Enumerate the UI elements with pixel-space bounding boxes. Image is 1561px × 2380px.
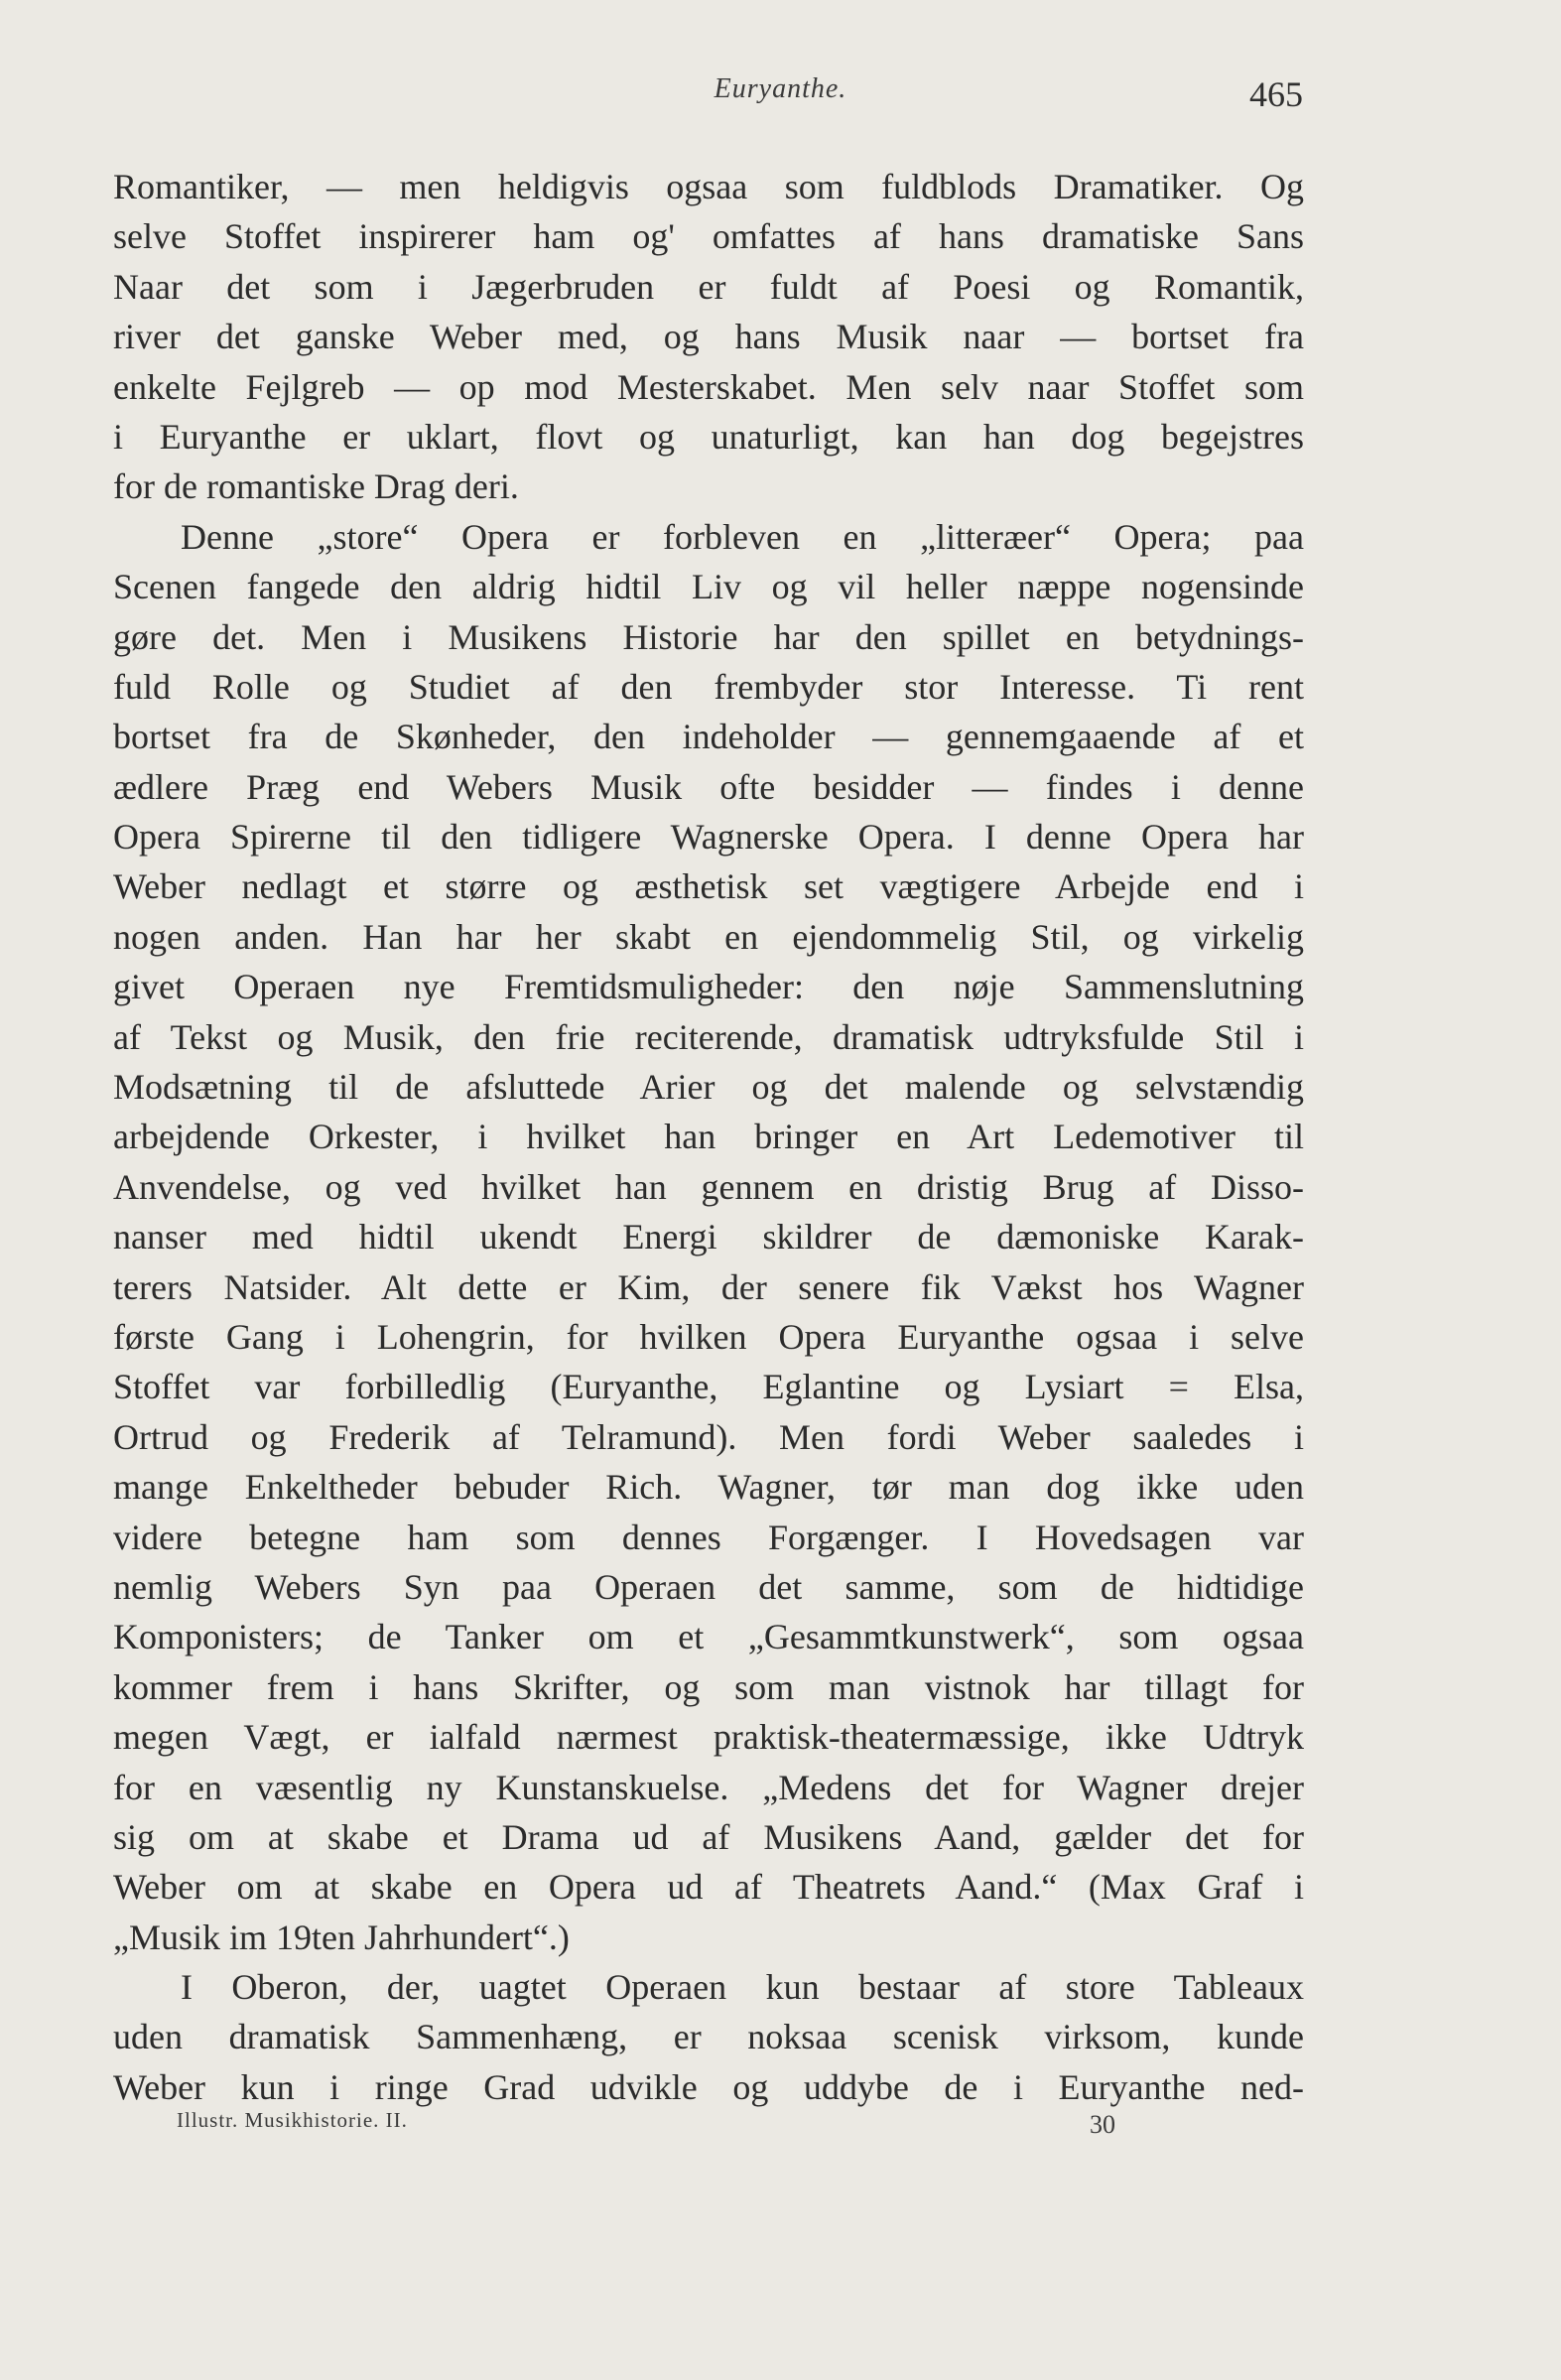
text-line: Komponisters; de Tanker om et „Gesammtkunstwerk“, som ogsaa	[113, 1617, 1304, 1657]
text-line: nogen anden. Han har her skabt en ejendommelig Stil, og virkelig	[113, 916, 1304, 957]
text-line: Scenen fangede den aldrig hidtil Liv og vil heller næppe nogensinde	[113, 567, 1304, 607]
text-line: I Oberon, der, uagtet Operaen kun bestaar af store Tableaux	[181, 1967, 1304, 2008]
text-line: første Gang i Lohengrin, for hvilken Opera Euryanthe ogsaa i selve	[113, 1316, 1304, 1357]
text-line: bortset fra de Skønheder, den indeholder — gennemgaaende af et	[113, 717, 1304, 757]
text-line: kommer frem i hans Skrifter, og som man vistnok har tillagt for	[113, 1666, 1304, 1707]
text-line: river det ganske Weber med, og hans Musik naar — bortset fra	[113, 317, 1304, 357]
text-line: nanser med hidtil ukendt Energi skildrer de dæmoniske Karak-	[113, 1217, 1304, 1257]
text-line: Romantiker, — men heldigvis ogsaa som fuldblods Dramatiker. Og	[113, 167, 1304, 206]
text-line: af Tekst og Musik, den frie reciterende, dramatisk udtryksfulde Stil i	[113, 1016, 1304, 1057]
text-line: fuld Rolle og Studiet af den frembyder stor Interesse. Ti rent	[113, 666, 1304, 707]
text-line: Denne „store“ Opera er forbleven en „litteræer“ Opera; paa	[181, 516, 1304, 557]
text-line: Weber kun i ringe Grad udvikle og uddybe de i Euryanthe ned-	[113, 2066, 1304, 2107]
text-line: Weber om at skabe en Opera ud af Theatrets Aand.“ (Max Graf i	[113, 1867, 1304, 1908]
footer-sheet-number: 30	[1090, 2110, 1115, 2139]
footer-signature: Illustr. Musikhistorie. II.	[177, 2108, 408, 2132]
text-line: uden dramatisk Sammenhæng, er noksaa scenisk virksom, kunde	[113, 2017, 1304, 2057]
text-line: Modsætning til de afsluttede Arier og det malende og selvstændig	[113, 1067, 1304, 1108]
text-line: mange Enkeltheder bebuder Rich. Wagner, tør man dog ikke uden	[113, 1467, 1304, 1508]
text-line: arbejdende Orkester, i hvilket han bringer en Art Ledemotiver til	[113, 1117, 1304, 1157]
text-line: givet Operaen nye Fremtidsmuligheder: den nøje Sammenslutning	[113, 967, 1304, 1007]
text-line: for en væsentlig ny Kunstanskuelse. „Medens det for Wagner drejer	[113, 1767, 1304, 1807]
text-line: megen Vægt, er ialfald nærmest praktisk-theatermæssige, ikke Udtryk	[113, 1717, 1304, 1758]
page-number: 465	[1249, 74, 1303, 114]
text-line: Naar det som i Jægerbruden er fuldt af Poesi og Romantik,	[113, 266, 1304, 307]
text-line: Ortrud og Frederik af Telramund). Men fordi Weber saaledes i	[113, 1416, 1304, 1457]
text-line: gøre det. Men i Musikens Historie har den spillet en betydnings-	[113, 616, 1304, 657]
text-line: sig om at skabe et Drama ud af Musikens Aand, gælder det for	[113, 1816, 1304, 1857]
text-line: i Euryanthe er uklart, flovt og unaturligt, kan han dog begejstres	[113, 416, 1304, 457]
running-title: Euryanthe.	[714, 73, 847, 104]
text-line: videre betegne ham som dennes Forgænger. I Hovedsagen var	[113, 1517, 1304, 1557]
text-line: selve Stoffet inspirerer ham og' omfattes af hans dramatiske Sans	[113, 216, 1304, 257]
text-line: Weber nedlagt et større og æsthetisk set vægtigere Arbejde end i	[113, 866, 1304, 907]
body-text	[113, 162, 1304, 2112]
text-line: nemlig Webers Syn paa Operaen det samme, som de hidtidige	[113, 1566, 1304, 1607]
text-line: Stoffet var forbilledlig (Euryanthe, Eglantine og Lysiart = Elsa,	[113, 1367, 1304, 1407]
text-line: Anvendelse, og ved hvilket han gennem en dristig Brug af Disso-	[113, 1166, 1304, 1207]
text-line: terers Natsider. Alt dette er Kim, der senere fik Vækst hos Wagner	[113, 1266, 1304, 1307]
text-line: „Musik im 19ten Jahrhundert“.)	[113, 1917, 570, 1957]
text-line: Opera Spirerne til den tidligere Wagnerske Opera. I denne Opera har	[113, 817, 1304, 858]
text-line: enkelte Fejlgreb — op mod Mesterskabet. Men selv naar Stoffet som	[113, 366, 1304, 407]
text-line: for de romantiske Drag deri.	[113, 466, 519, 507]
text-line: ædlere Præg end Webers Musik ofte besidder — findes i denne	[113, 766, 1304, 807]
